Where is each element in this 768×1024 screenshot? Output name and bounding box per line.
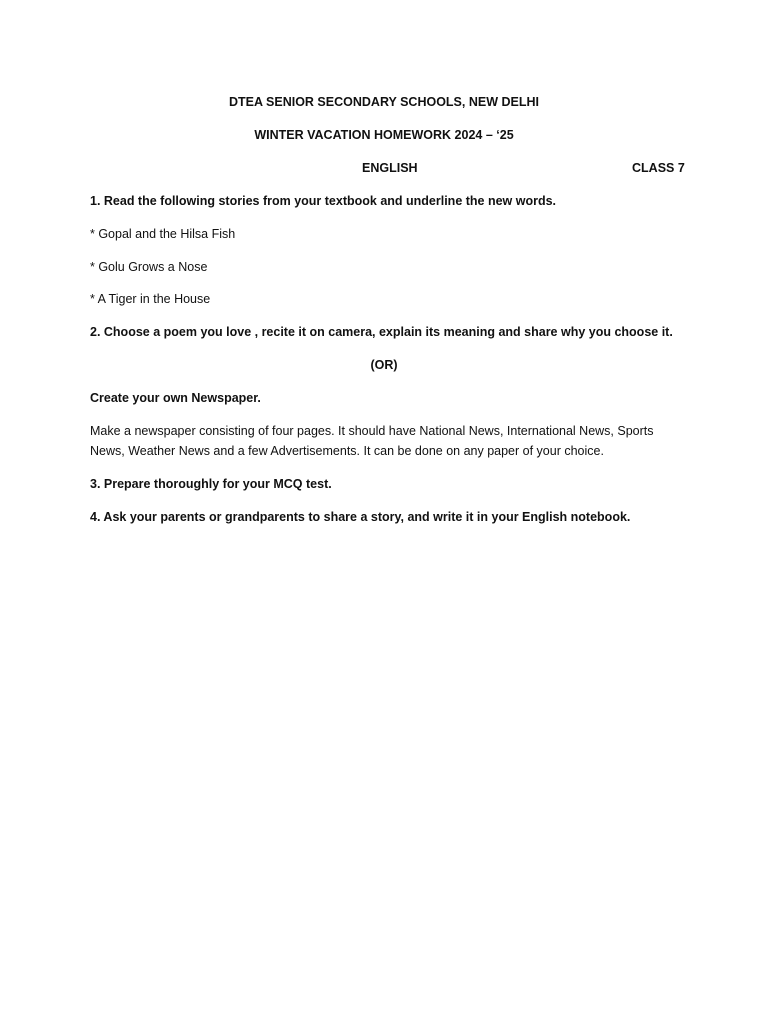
or-separator: (OR) [370,358,398,372]
task-3-heading: 3. Prepare thoroughly for your MCQ test. [90,477,332,491]
task-2-heading: 2. Choose a poem you love , recite it on camera, explain its meaning and share why you choose it. [90,325,673,339]
story-item: * Gopal and the Hilsa Fish [90,227,236,241]
task-4-heading: 4. Ask your parents or grandparents to share a story, and write it in your English notebook. [90,510,631,524]
school-name: DTEA SENIOR SECONDARY SCHOOLS, NEW DELHI [229,95,539,109]
subject-label: ENGLISH [362,161,418,175]
homework-title: WINTER VACATION HOMEWORK 2024 – ‘25 [254,128,514,142]
task-2-alt-heading: Create your own Newspaper. [90,391,261,405]
task-1-heading: 1. Read the following stories from your textbook and underline the new words. [90,194,557,208]
story-item: * Golu Grows a Nose [90,260,208,274]
class-label: CLASS 7 [632,161,685,175]
task-2-alt-description: Make a newspaper consisting of four pages. It should have National News, International News, Sports News, Weather News and a few Advertisements. It can be done on any paper of your choice. [90,424,654,458]
story-item: * A Tiger in the House [90,292,211,306]
